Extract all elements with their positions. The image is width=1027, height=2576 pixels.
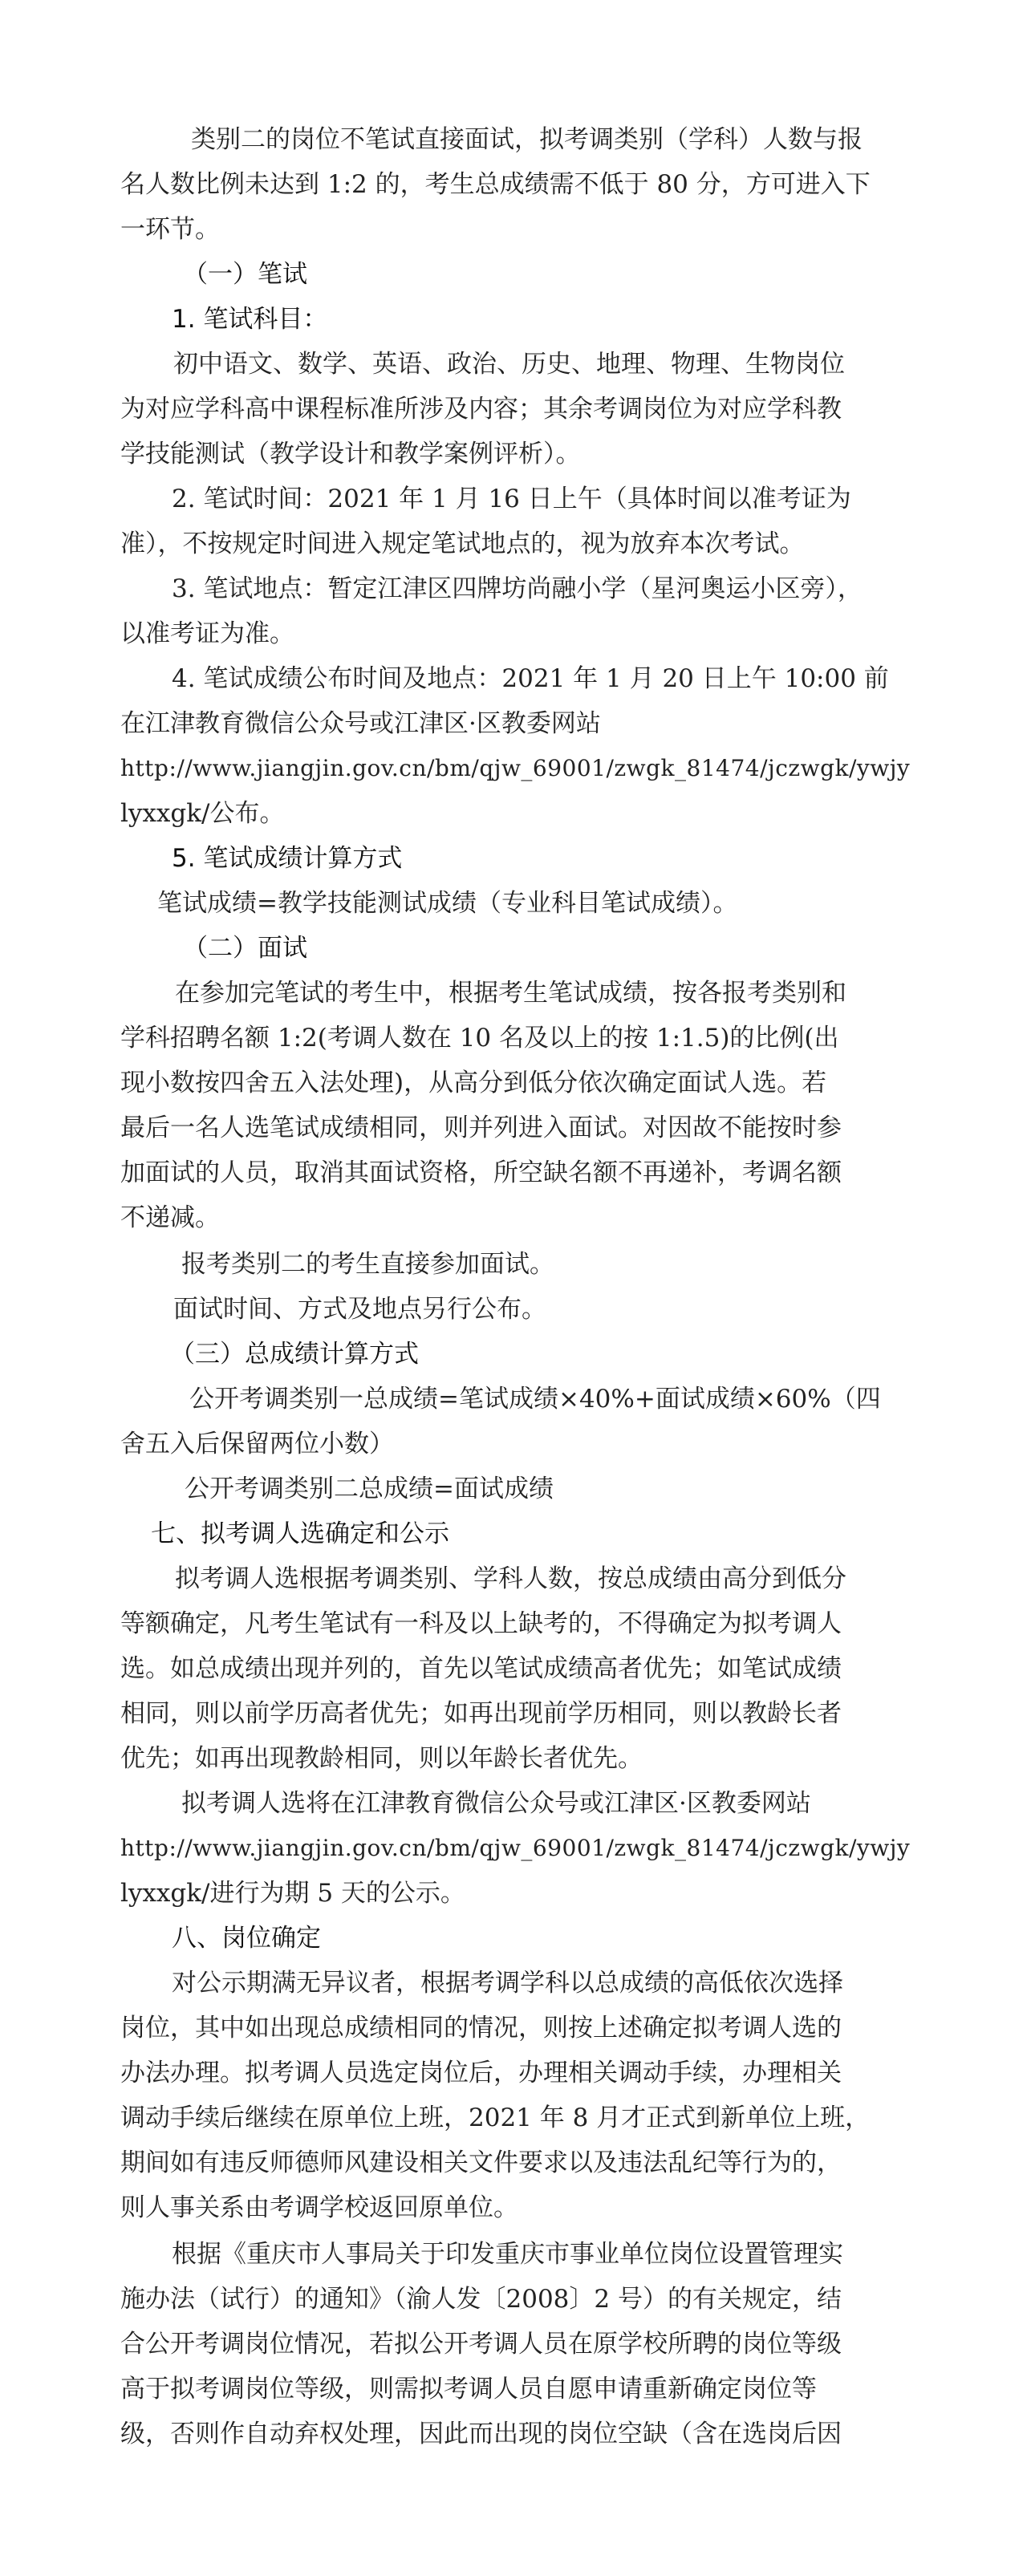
paragraph-line: 现小数按四舍五入法处理)，从高分到低分依次确定面试人选。若 <box>120 1069 827 1097</box>
paragraph-line: 报考类别二的考生直接参加面试。 <box>181 1250 554 1279</box>
section-heading: （二）面试 <box>183 934 307 963</box>
paragraph-line: 类别二的岗位不笔试直接面试，拟考调类别（学科）人数与报 <box>191 125 863 154</box>
paragraph-line: 舍五入后保留两位小数） <box>120 1430 394 1458</box>
paragraph-line: 优先；如再出现教龄相同，则以年龄长者优先。 <box>120 1744 643 1773</box>
paragraph-line: 不递减。 <box>120 1203 220 1232</box>
paragraph-line: 公开考调类别二总成绩=面试成绩 <box>185 1475 554 1503</box>
subsection-heading: 1. 笔试科目： <box>172 305 328 334</box>
paragraph-line: 初中语文、数学、英语、政治、历史、地理、物理、生物岗位 <box>173 350 845 379</box>
paragraph-line: 加面试的人员，取消其面试资格，所空缺名额不再递补，考调名额 <box>120 1158 842 1187</box>
section-heading: （一）笔试 <box>183 260 307 289</box>
paragraph-line: 名人数比例未达到 1:2 的，考生总成绩需不低于 80 分，方可进入下 <box>120 170 871 199</box>
paragraph-line: 4. 笔试成绩公布时间及地点：2021 年 1 月 20 日上午 10:00 前 <box>172 664 889 693</box>
paragraph-line: lyxxgk/进行为期 5 天的公示。 <box>120 1879 465 1908</box>
paragraph-line: 高于拟考调岗位等级，则需拟考调人员自愿申请重新确定岗位等 <box>120 2375 817 2404</box>
paragraph-line: 选。如总成绩出现并列的，首先以笔试成绩高者优先；如笔试成绩 <box>120 1654 842 1683</box>
paragraph-line: lyxxgk/公布。 <box>120 799 285 828</box>
paragraph-line: 笔试成绩=教学技能测试成绩（专业科目笔试成绩）。 <box>157 889 738 918</box>
subsection-heading: 5. 笔试成绩计算方式 <box>172 844 403 873</box>
paragraph-line: 级，否则作自动弃权处理，因此而出现的岗位空缺（含在选岗后因 <box>120 2420 842 2448</box>
paragraph-line: 合公开考调岗位情况，若拟公开考调人员在原学校所聘的岗位等级 <box>120 2330 842 2359</box>
paragraph-line: 在江津教育微信公众号或江津区·区教委网站 <box>120 709 601 738</box>
paragraph-line: 调动手续后继续在原单位上班，2021 年 8 月才正式到新单位上班， <box>120 2103 871 2132</box>
paragraph-line: 面试时间、方式及地点另行公布。 <box>173 1295 546 1324</box>
section-heading: （三）总成绩计算方式 <box>170 1340 419 1369</box>
chapter-heading: 八、岗位确定 <box>172 1924 321 1953</box>
paragraph-line: 以准考证为准。 <box>120 619 294 648</box>
paragraph-line: 施办法（试行）的通知》（渝人发〔2008〕2 号）的有关规定，结 <box>120 2285 842 2314</box>
paragraph-line: 相同，则以前学历高者优先；如再出现前学历相同，则以教龄长者 <box>120 1699 842 1728</box>
paragraph-line: 为对应学科高中课程标准所涉及内容；其余考调岗位为对应学科教 <box>120 395 842 424</box>
paragraph-line: 3. 笔试地点：暂定江津区四牌坊尚融小学（星河奥运小区旁）， <box>172 574 863 603</box>
paragraph-line: 则人事关系由考调学校返回原单位。 <box>120 2193 518 2222</box>
paragraph-line: 学技能测试（教学设计和教学案例评析）。 <box>120 440 581 469</box>
paragraph-line: 拟考调人选根据考调类别、学科人数，按总成绩由高分到低分 <box>175 1564 846 1593</box>
paragraph-line: 拟考调人选将在江津教育微信公众号或江津区·区教委网站 <box>181 1789 811 1818</box>
paragraph-line: 期间如有违反师德师风建设相关文件要求以及违法乱纪等行为的， <box>120 2148 842 2177</box>
paragraph-line: 根据《重庆市人事局关于印发重庆市事业单位岗位设置管理实 <box>172 2240 843 2269</box>
paragraph-line: 学科招聘名额 1:2(考调人数在 10 名及以上的按 1:1.5)的比例(出 <box>120 1024 839 1053</box>
paragraph-line: 等额确定，凡考生笔试有一科及以上缺考的，不得确定为拟考调人 <box>120 1609 842 1638</box>
paragraph-line: 岗位，其中如出现总成绩相同的情况，则按上述确定拟考调人选的 <box>120 2014 842 2043</box>
paragraph-line: 办法办理。拟考调人员选定岗位后，办理相关调动手续，办理相关 <box>120 2059 842 2087</box>
paragraph-line: 对公示期满无异议者，根据考调学科以总成绩的高低依次选择 <box>172 1969 843 1998</box>
chapter-heading: 七、拟考调人选确定和公示 <box>151 1519 449 1548</box>
paragraph-line: 在参加完笔试的考生中，根据考生笔试成绩，按各报考类别和 <box>175 979 846 1008</box>
paragraph-line: 一环节。 <box>120 215 220 244</box>
paragraph-line: 最后一名人选笔试成绩相同，则并列进入面试。对因故不能按时参 <box>120 1114 842 1142</box>
paragraph-line: 准），不按规定时间进入规定笔试地点的，视为放弃本次考试。 <box>120 529 805 558</box>
url-line: http://www.jiangjin.gov.cn/bm/qjw_69001/zwgk_81474/jczwgk/ywjy <box>120 1835 911 1861</box>
url-line: http://www.jiangjin.gov.cn/bm/qjw_69001/zwgk_81474/jczwgk/ywjy <box>120 755 911 781</box>
paragraph-line: 公开考调类别一总成绩=笔试成绩×40%+面试成绩×60%（四 <box>189 1385 881 1414</box>
paragraph-line: 2. 笔试时间：2021 年 1 月 16 日上午（具体时间以准考证为 <box>172 485 851 513</box>
